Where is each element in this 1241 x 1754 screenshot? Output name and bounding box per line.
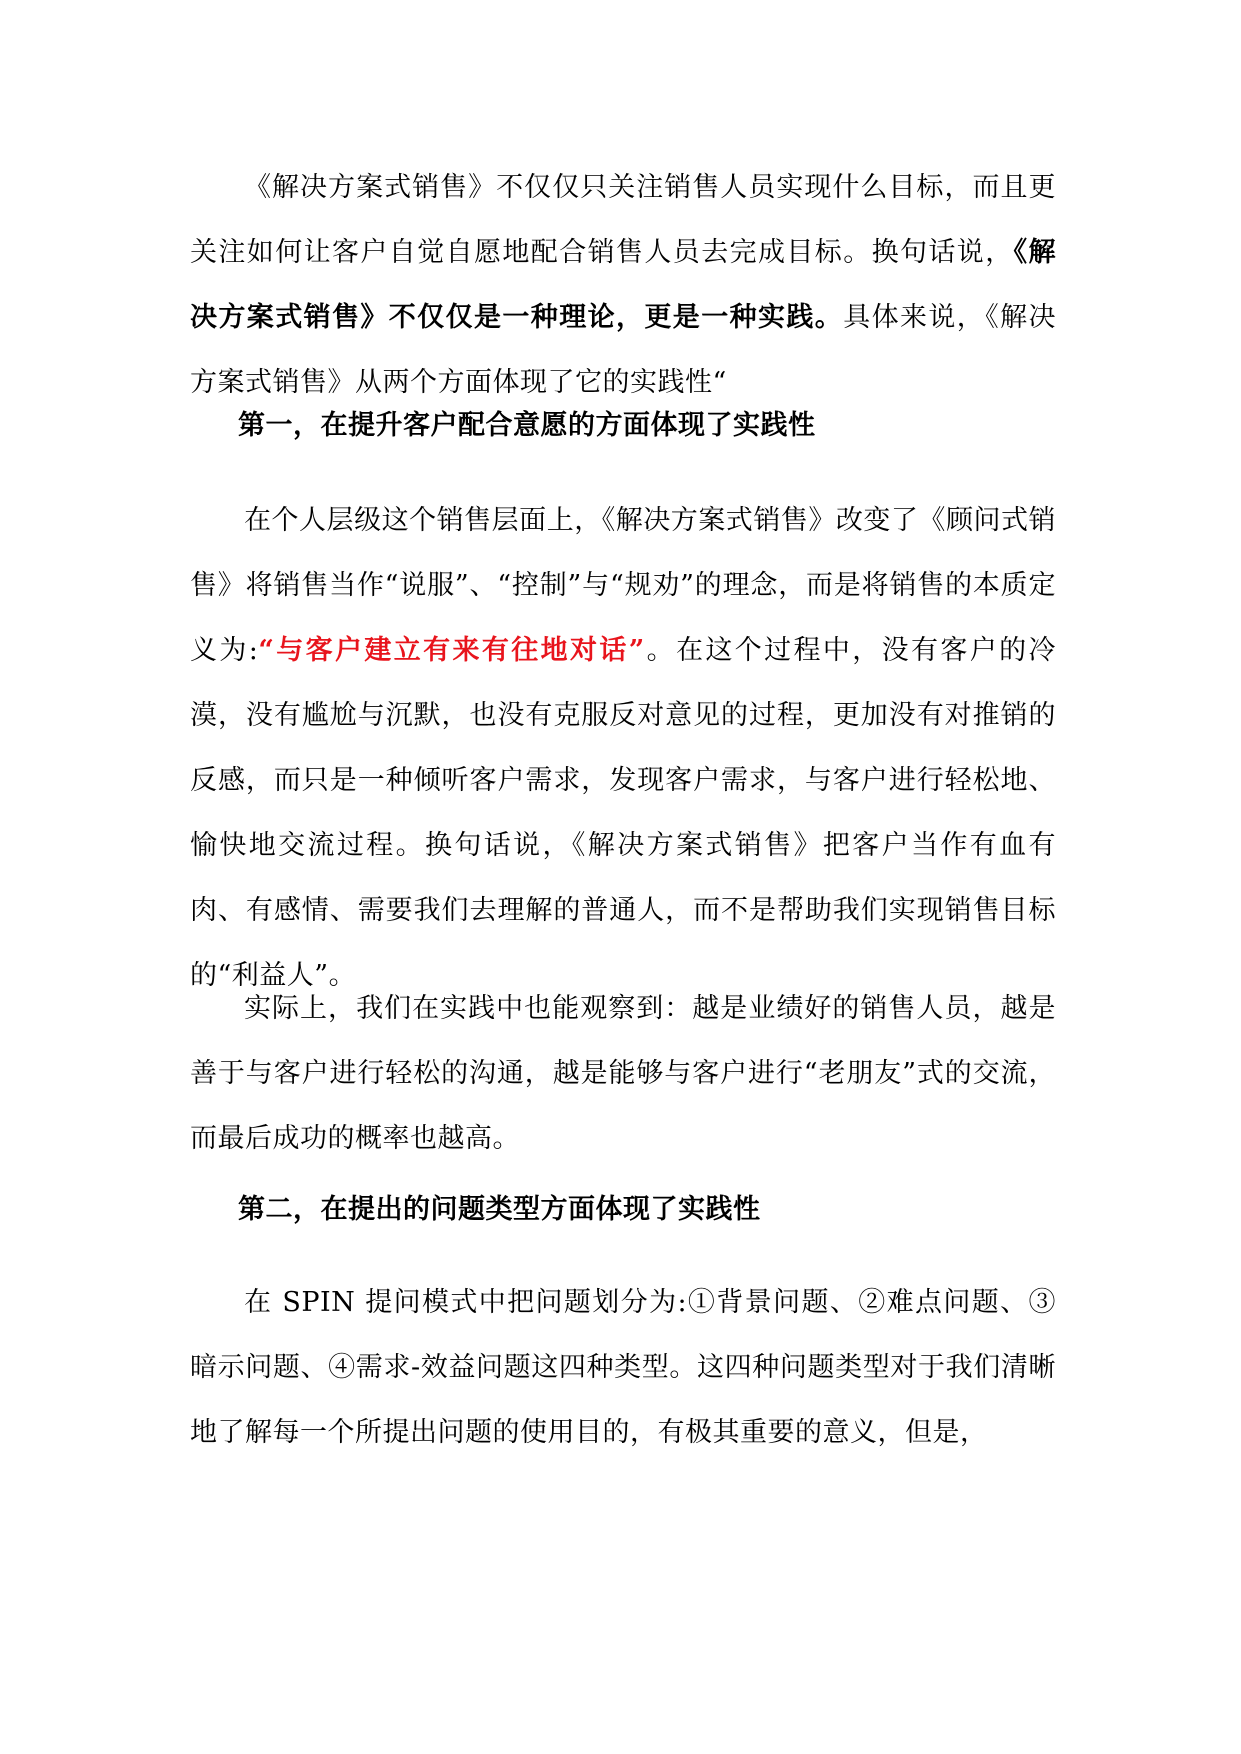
paragraph-section1-text-2: 。在这个过程中，没有客户的冷漠，没有尴尬与沉默，也没有克服反对意见的过程，更加没有对推销的反感，而只是一种倾听客户需求，发现客户需求，与客户进行轻松地、愉快地交流过程。换句话说，《解决方案式销售》把客户当作有血有肉、有感情、需要我们去理解的普通人，而不是帮助我们实现销售目标的“利益人”。	[190, 635, 1056, 991]
paragraph-intro-text-2: 具体来说，《解决方案式销售》从两个方面体现了它的实践性“	[190, 302, 1057, 398]
paragraph-section1	[190, 488, 1056, 1008]
paragraph-intro-text-1: 《解决方案式销售》不仅仅只关注销售人员实现什么目标，而且更关注如何让客户自觉自愿地配合销售人员去完成目标。换句话说，	[190, 172, 1056, 268]
paragraph-intro-bold: 《解决方案式销售》不仅仅是一种理论，更是一种实践。	[190, 237, 1057, 333]
section-heading-1: 第一，在提升客户配合意愿的方面体现了实践性	[238, 410, 816, 441]
paragraph-spin: 在 SPIN 提问模式中把问题划分为:①背景问题、②难点问题、③暗示问题、④需求-效益问题这四种类型。这四种问题类型对于我们清晰地了解每一个所提出问题的使用目的，有极其重要的意义，但是，	[190, 1287, 1056, 1448]
paragraph-observation: 实际上，我们在实践中也能观察到：越是业绩好的销售人员，越是善于与客户进行轻松的沟通，越是能够与客户进行“老朋友”式的交流，而最后成功的概率也越高。	[190, 993, 1056, 1154]
paragraph-section1-highlight: “与客户建立有来有往地对话”	[258, 635, 645, 666]
paragraph-section1-text-1: 在个人层级这个销售层面上，《解决方案式销售》改变了《顾问式销售》将销售当作“说服”、“控制”与“规劝”的理念，而是将销售的本质定义为:	[190, 505, 1056, 666]
section-heading-2: 第二，在提出的问题类型方面体现了实践性	[238, 1194, 761, 1225]
paragraph-intro	[190, 155, 1056, 415]
